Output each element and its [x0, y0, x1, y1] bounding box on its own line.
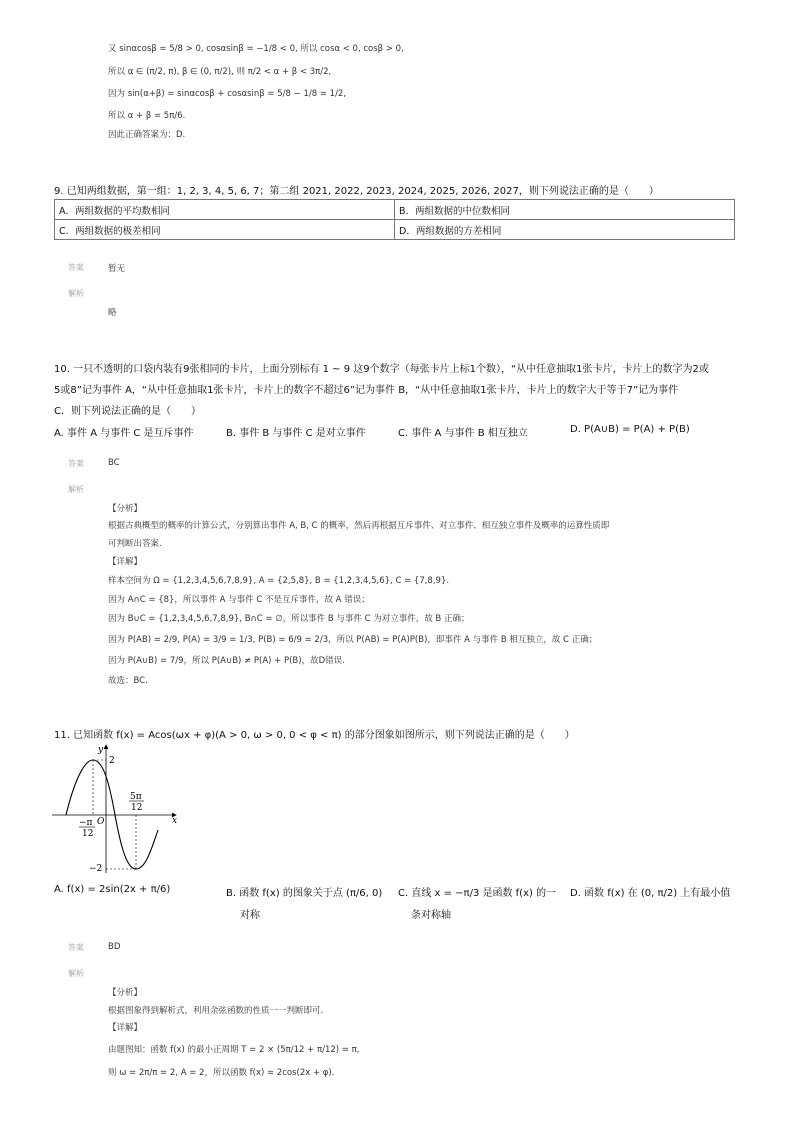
- question-10-stem-line3: C．则下列说法正确的是（ ）: [54, 406, 201, 417]
- tick-neg-pi-den: 12: [82, 829, 94, 839]
- tick-5pi-num: 5π: [130, 792, 142, 802]
- option-b[interactable]: B. 函数 f(x) 的图象关于点 (π/6, 0): [226, 888, 383, 899]
- analysis-text: 略: [108, 308, 117, 318]
- option-d[interactable]: D. P(A∪B) = P(A) + P(B): [570, 424, 690, 435]
- analysis-text: 可判断出答案.: [108, 539, 162, 549]
- question-11-stem: 11. 已知函数 f(x) = Acos(ωx + φ)(A > 0, ω > 0, 0 < φ < π) 的部分图象如图所示，则下列说法正确的是（ ）: [54, 730, 575, 741]
- option-d[interactable]: D．两组数据的方差相同: [395, 220, 735, 240]
- analysis-text: 因为 P(AB) = 2/9, P(A) = 3/9 = 1/3, P(B) = 6/9 = 2/3，所以 P(AB) = P(A)P(B)，即事件 A 与事件 B 相互独立，故 C 正确；: [108, 635, 598, 645]
- y-axis-label: y: [98, 745, 104, 755]
- solution-line: 因为 sin(α+β) = sinαcosβ + cosαsinβ = 5/8 − 1/8 = 1/2,: [108, 89, 347, 99]
- option-a[interactable]: A．两组数据的平均数相同: [55, 200, 395, 220]
- option-c[interactable]: C. 直线 x = −π/3 是函数 f(x) 的一: [398, 888, 557, 899]
- analysis-text: 因为 A∩C = {8}，所以事件 A 与事件 C 不是互斥事件，故 A 错误；: [108, 595, 370, 605]
- analysis-text: 【详解】: [108, 557, 143, 567]
- option-a[interactable]: A. 事件 A 与事件 C 是互斥事件: [54, 428, 194, 439]
- option-c-cont: 条对称轴: [411, 910, 451, 921]
- solution-line: 所以 α + β = 5π/6.: [108, 111, 186, 121]
- option-b-cont: 对称: [240, 910, 260, 921]
- y-max-label: 2: [109, 756, 115, 766]
- answer-value: BD: [108, 942, 121, 952]
- function-graph: [52, 742, 184, 874]
- analysis-label: 解析: [68, 969, 84, 978]
- answer-value: BC: [108, 458, 120, 468]
- question-10-stem-line2: 5或8”记为事件 A，“从中任意抽取1张卡片，卡片上的数字不超过6”记为事件 B，“从中任意抽取1张卡片，卡片上的数字大于等于7”记为事件: [54, 385, 679, 396]
- analysis-label: 解析: [68, 289, 84, 298]
- option-c[interactable]: C．两组数据的极差相同: [55, 220, 395, 240]
- answer-value: 暂无: [108, 264, 126, 274]
- option-a[interactable]: A. f(x) = 2sin(2x + π/6): [54, 884, 171, 895]
- solution-line: 又 sinαcosβ = 5/8 > 0, cosαsinβ = −1/8 < 0, 所以 cosα < 0, cosβ > 0,: [108, 44, 404, 54]
- origin-label: O: [97, 817, 105, 827]
- cosine-curve: [66, 760, 158, 869]
- analysis-text: 由题图知：函数 f(x) 的最小正周期 T = 2 × (5π/12 + π/12) = π,: [108, 1045, 360, 1055]
- option-b[interactable]: B. 事件 B 与事件 C 是对立事件: [226, 428, 366, 439]
- analysis-text: 【分析】: [108, 504, 143, 514]
- question-10-stem-line1: 10. 一只不透明的口袋内装有9张相同的卡片，上面分别标有 1 ~ 9 这9个数字（每张卡片上标1个数），“从中任意抽取1张卡片，卡片上的数字为2或: [54, 364, 709, 375]
- tick-5pi-den: 12: [131, 803, 143, 813]
- analysis-text: 样本空间为 Ω = {1,2,3,4,5,6,7,8,9}, A = {2,5,8}, B = {1,2,3,4,5,6}, C = {7,8,9}.: [108, 576, 450, 586]
- analysis-text: 故选：BC.: [108, 676, 148, 686]
- question-9-options: [54, 199, 735, 240]
- option-c[interactable]: C. 事件 A 与事件 B 相互独立: [398, 428, 528, 439]
- analysis-label: 解析: [68, 485, 84, 494]
- analysis-text: 根据古典概型的概率的计算公式，分别算出事件 A, B, C 的概率，然后再根据互斥事件、对立事件、相互独立事件及概率的运算性质即: [108, 521, 610, 531]
- option-b[interactable]: B．两组数据的中位数相同: [395, 200, 735, 220]
- answer-label: 答案: [68, 943, 84, 952]
- analysis-text: 因为 P(A∪B) = 7/9，所以 P(A∪B) ≠ P(A) + P(B)，故D错误.: [108, 656, 345, 666]
- analysis-text: 因为 B∪C = {1,2,3,4,5,6,7,8,9}, B∩C = ∅，所以事件 B 与事件 C 为对立事件，故 B 正确；: [108, 614, 470, 624]
- analysis-text: 【详解】: [108, 1023, 143, 1033]
- analysis-text: 【分析】: [108, 988, 143, 998]
- analysis-text: 根据图象得到解析式，利用余弦函数的性质一一判断即可.: [108, 1006, 324, 1016]
- solution-line: 所以 α ∈ (π/2, π), β ∈ (0, π/2), 则 π/2 < α + β < 3π/2,: [108, 67, 332, 77]
- question-9-stem: 9. 已知两组数据，第一组：1, 2, 3, 4, 5, 6, 7；第二组 2021, 2022, 2023, 2024, 2025, 2026, 2027，则下列说法正确的是（ ）: [54, 186, 659, 197]
- x-axis-label: x: [172, 816, 178, 826]
- option-d[interactable]: D. 函数 f(x) 在 (0, π/2) 上有最小值: [570, 888, 731, 899]
- analysis-text: 则 ω = 2π/π = 2, A = 2，所以函数 f(x) = 2cos(2x + φ).: [108, 1068, 335, 1078]
- answer-label: 答案: [68, 263, 84, 272]
- solution-line: 因此正确答案为：D.: [108, 130, 186, 140]
- answer-label: 答案: [68, 459, 84, 468]
- tick-neg-pi-num: −π: [79, 818, 93, 828]
- y-min-label: −2: [89, 864, 103, 874]
